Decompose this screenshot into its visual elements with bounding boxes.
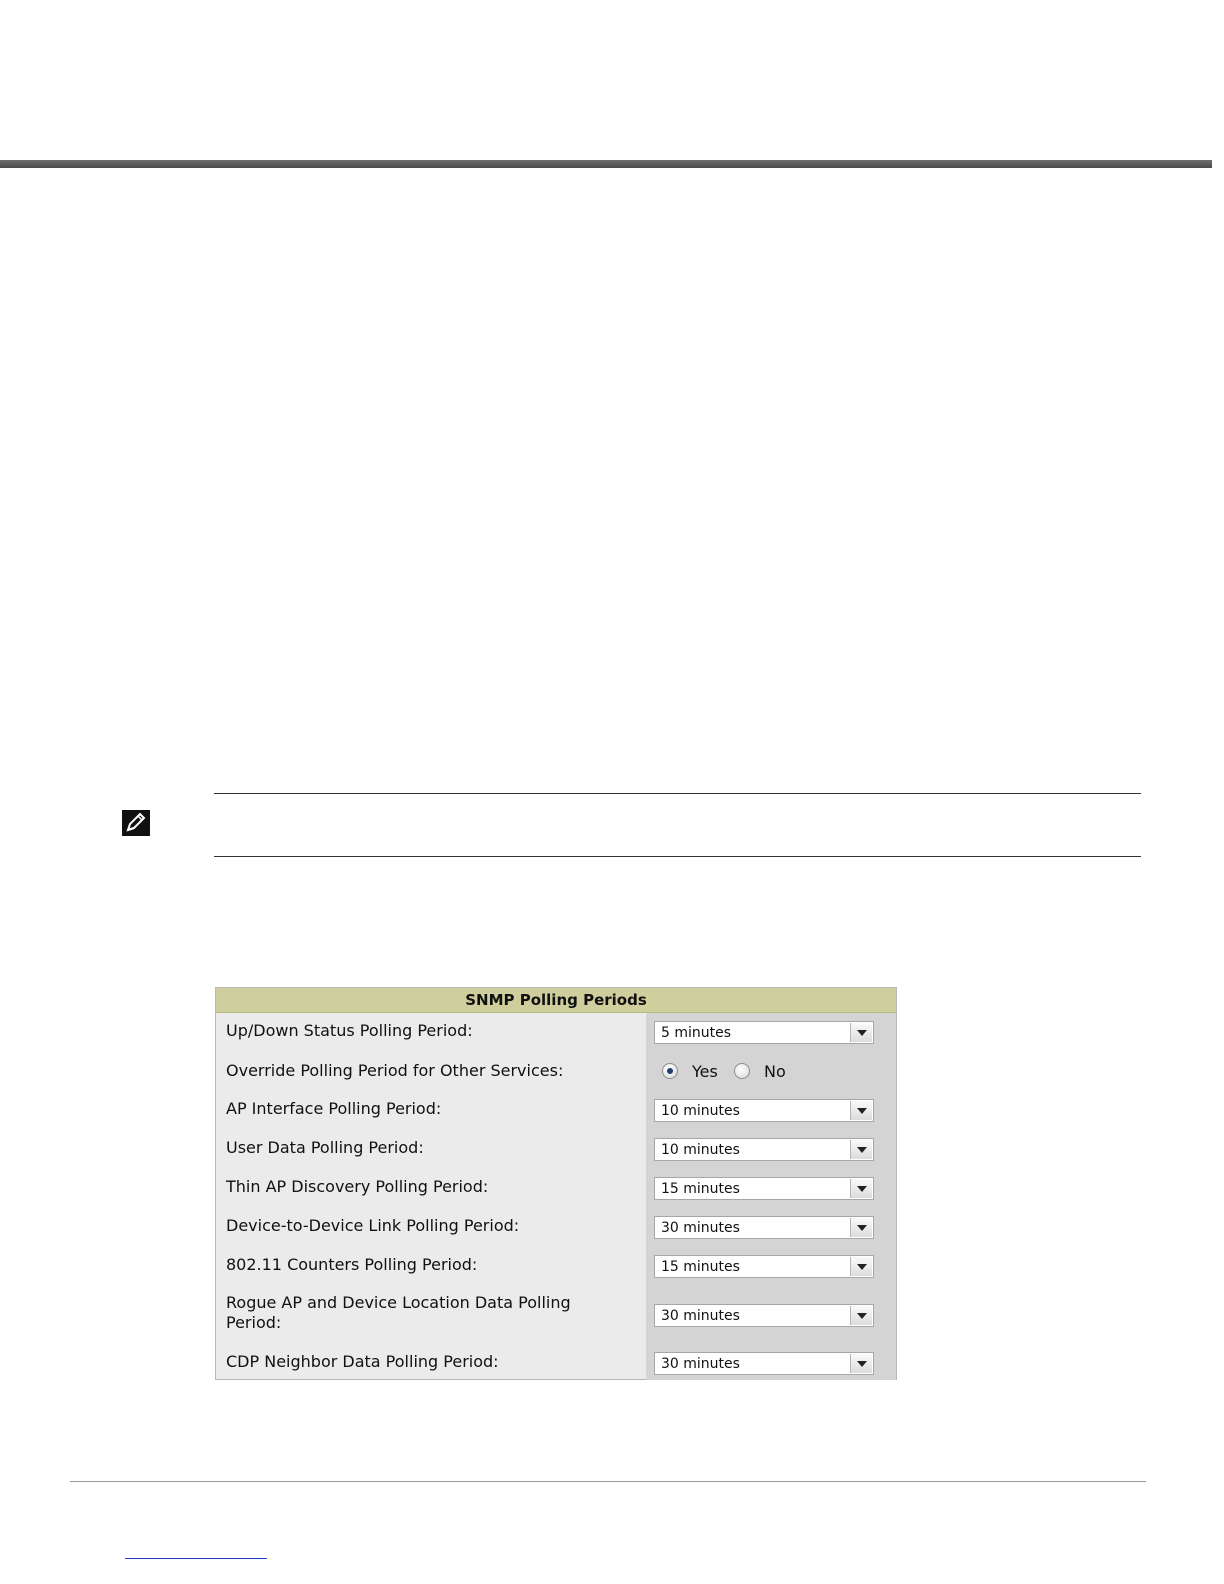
chevron-down-icon[interactable]: [850, 1101, 872, 1120]
override-no-radio[interactable]: [734, 1063, 750, 1079]
device-link-period-select[interactable]: [654, 1216, 874, 1239]
field-label: Override Polling Period for Other Services:: [226, 1061, 564, 1080]
field-label: Up/Down Status Polling Period:: [226, 1021, 473, 1040]
field-label: 802.11 Counters Polling Period:: [226, 1255, 478, 1274]
chevron-down-icon[interactable]: [850, 1354, 872, 1373]
select-value: 10 minutes: [661, 1103, 740, 1119]
footer-link-underline[interactable]: [125, 1558, 267, 1559]
override-yes-radio[interactable]: [662, 1063, 678, 1079]
chevron-down-icon[interactable]: [850, 1023, 872, 1042]
field-label: Device-to-Device Link Polling Period:: [226, 1216, 520, 1235]
field-label: User Data Polling Period:: [226, 1138, 424, 1157]
select-value: 15 minutes: [661, 1259, 740, 1275]
chevron-down-icon[interactable]: [850, 1257, 872, 1276]
select-value: 30 minutes: [661, 1356, 740, 1372]
ap-interface-period-select[interactable]: [654, 1099, 874, 1122]
note-rule-top: [214, 793, 1141, 794]
panel-body: [216, 1013, 896, 1380]
panel-title: SNMP Polling Periods: [216, 988, 896, 1013]
snmp-polling-periods-panel: [215, 987, 897, 1380]
field-label: Thin AP Discovery Polling Period:: [226, 1177, 489, 1196]
page-header-rule: [0, 160, 1212, 168]
select-value: 30 minutes: [661, 1220, 740, 1236]
select-value: 15 minutes: [661, 1181, 740, 1197]
field-label: Rogue AP and Device Location Data Polling Period:: [226, 1293, 571, 1332]
chevron-down-icon[interactable]: [850, 1306, 872, 1325]
chevron-down-icon[interactable]: [850, 1218, 872, 1237]
radio-label-no: No: [764, 1062, 786, 1081]
chevron-down-icon[interactable]: [850, 1140, 872, 1159]
cdp-neighbor-period-select[interactable]: [654, 1352, 874, 1375]
select-value: 10 minutes: [661, 1142, 740, 1158]
select-value: 30 minutes: [661, 1308, 740, 1324]
counters-period-select[interactable]: [654, 1255, 874, 1278]
footer-rule: [70, 1481, 1146, 1482]
radio-label-yes: Yes: [692, 1062, 718, 1081]
select-value: 5 minutes: [661, 1025, 732, 1041]
pencil-note-icon: [122, 810, 150, 836]
thin-ap-discovery-period-select[interactable]: [654, 1177, 874, 1200]
field-label: CDP Neighbor Data Polling Period:: [226, 1352, 499, 1371]
rogue-ap-location-period-select[interactable]: [654, 1304, 874, 1327]
note-rule-bottom: [214, 856, 1141, 857]
field-label: AP Interface Polling Period:: [226, 1099, 442, 1118]
chevron-down-icon[interactable]: [850, 1179, 872, 1198]
user-data-period-select[interactable]: [654, 1138, 874, 1161]
updown-status-period-select[interactable]: [654, 1021, 874, 1044]
